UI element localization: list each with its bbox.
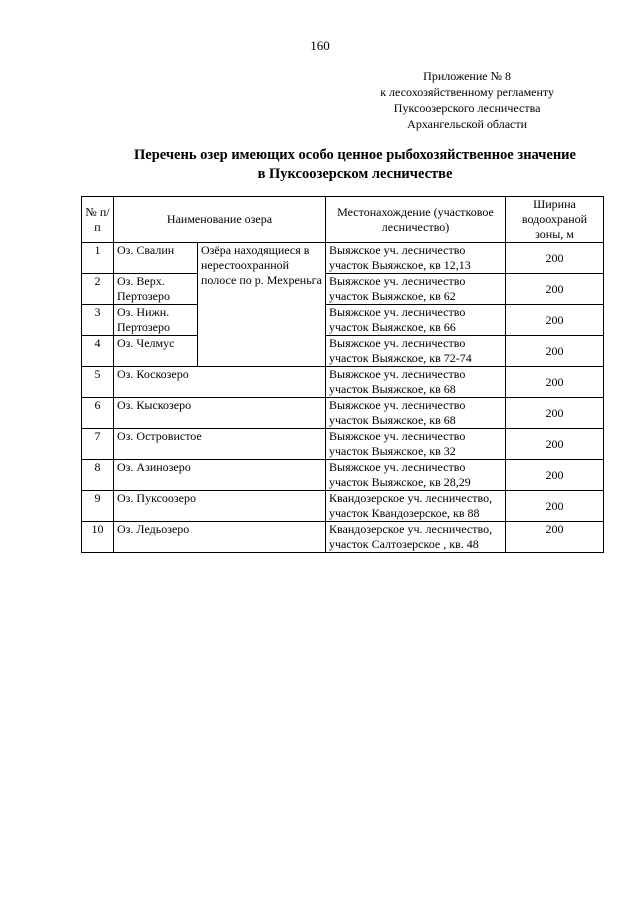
row-location: Выяжское уч. лесничество участок Выяжское, кв 32 <box>326 429 506 460</box>
row-location: Выяжское уч. лесничество участок Выяжское, кв 72-74 <box>326 336 506 367</box>
table-row <box>82 367 604 398</box>
row-name: Оз. Ледьозеро <box>114 522 326 553</box>
table-row <box>82 336 604 367</box>
header-name: Наименование озера <box>114 197 326 243</box>
group-note: Озёра находящиеся в нерестоохранной полосе по р. Мехреньга <box>198 243 326 367</box>
table-row <box>82 522 604 553</box>
title-line: в Пуксоозерском лесничестве <box>257 166 453 182</box>
row-num: 9 <box>82 491 114 522</box>
header-location: Местонахождение (участковое лесничество) <box>326 197 506 243</box>
row-name: Оз. Кыскозеро <box>114 398 326 429</box>
row-location: Выяжское уч. лесничество участок Выяжское, кв 62 <box>326 274 506 305</box>
row-width: 200 <box>506 305 604 336</box>
row-num: 5 <box>82 367 114 398</box>
row-num: 4 <box>82 336 114 367</box>
table-row <box>82 429 604 460</box>
table-header-row <box>82 197 604 243</box>
row-num: 3 <box>82 305 114 336</box>
row-width: 200 <box>506 491 604 522</box>
row-name: Оз. Островистое <box>114 429 326 460</box>
lakes-table <box>81 196 604 553</box>
row-width: 200 <box>506 398 604 429</box>
appendix-header <box>380 68 554 132</box>
appendix-line: Архангельской области <box>407 117 528 131</box>
table-row <box>82 491 604 522</box>
row-name: Оз. Верх. Пертозеро <box>114 274 198 305</box>
row-num: 8 <box>82 460 114 491</box>
row-num: 7 <box>82 429 114 460</box>
row-num: 6 <box>82 398 114 429</box>
row-name: Оз. Азинозеро <box>114 460 326 491</box>
document-title <box>90 146 620 184</box>
row-name: Оз. Коскозеро <box>114 367 326 398</box>
row-location: Выяжское уч. лесничество участок Выяжское, кв 68 <box>326 398 506 429</box>
row-location: Квандозерское уч. лесничество, участок Салтозерское , кв. 48 <box>326 522 506 553</box>
table-row <box>82 460 604 491</box>
table-row <box>82 398 604 429</box>
table-row <box>82 243 604 274</box>
row-location: Выяжское уч. лесничество участок Выяжское, кв 68 <box>326 367 506 398</box>
row-location: Выяжское уч. лесничество участок Выяжское, кв 66 <box>326 305 506 336</box>
row-width: 200 <box>506 336 604 367</box>
row-location: Выяжское уч. лесничество участок Выяжское, кв 12,13 <box>326 243 506 274</box>
row-name: Оз. Свалин <box>114 243 198 274</box>
table-row <box>82 274 604 305</box>
row-width: 200 <box>506 522 604 553</box>
row-width: 200 <box>506 367 604 398</box>
title-line: Перечень озер имеющих особо ценное рыбохозяйственное значение <box>134 147 576 163</box>
row-width: 200 <box>506 460 604 491</box>
row-name: Оз. Нижн. Пертозеро <box>114 305 198 336</box>
row-width: 200 <box>506 274 604 305</box>
page-number: 160 <box>310 38 330 53</box>
appendix-line: к лесохозяйственному регламенту <box>380 85 554 99</box>
row-num: 2 <box>82 274 114 305</box>
table-row <box>82 305 604 336</box>
row-name: Оз. Пуксоозеро <box>114 491 326 522</box>
row-name: Оз. Челмус <box>114 336 198 367</box>
header-num: № п/п <box>82 197 114 243</box>
appendix-line: Приложение № 8 <box>423 69 512 83</box>
row-width: 200 <box>506 429 604 460</box>
row-location: Выяжское уч. лесничество участок Выяжское, кв 28,29 <box>326 460 506 491</box>
header-width: Ширина водоохраной зоны, м <box>506 197 604 243</box>
row-location: Квандозерское уч. лесничество, участок Квандозерское, кв 88 <box>326 491 506 522</box>
row-num: 10 <box>82 522 114 553</box>
row-width: 200 <box>506 243 604 274</box>
row-num: 1 <box>82 243 114 274</box>
appendix-line: Пуксоозерского лесничества <box>393 101 541 115</box>
